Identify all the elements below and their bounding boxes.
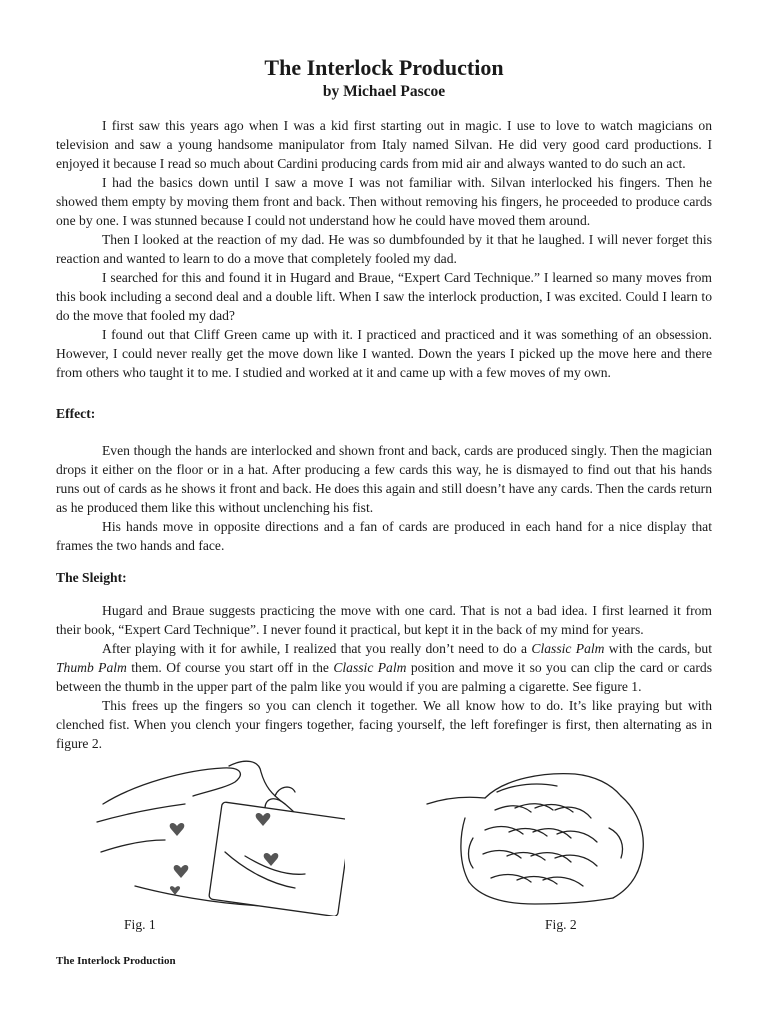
- paragraph: Even though the hands are interlocked and shown front and back, cards are produced singly. Then the magician drops it either on the floor or in a hat. After producing a few cards this way, he is dismayed to find out that his hands runs out of cards as he shows it front and back. He does this again and still doesn’t have any cards. Then the cards return as he produced them like this without unclenching his fist.: [56, 443, 712, 515]
- paragraph: I had the basics down until I saw a move I was not familiar with. Silvan interlocked his fingers. Then he showed them empty by moving them front and back. Then without removing his fingers, he proceeded to produce cards one by one. I was stunned because I could not understand how he could have moved them around.: [56, 175, 712, 228]
- figure-1-hand-card-illustration: [95, 756, 345, 916]
- paragraph: His hands move in opposite directions and a fan of cards are produced in each hand for a nice display that frames the two hands and face.: [56, 519, 712, 553]
- intro-section: [56, 116, 712, 382]
- paragraph: This frees up the fingers so you can clench it together. We all know how to do. It’s like praying but with clenched fist. When you clench your fingers together, facing yourself, the left forefinger is first, then alternating as in figure 2.: [56, 698, 712, 751]
- author-byline: by Michael Pascoe: [322, 83, 446, 100]
- sleight-heading: The Sleight:: [56, 570, 127, 585]
- page-title: The Interlock Production: [264, 55, 504, 80]
- paragraph: I first saw this years ago when I was a kid first starting out in magic. I use to love to watch magicians on television and saw a young handsome manipulator from Italy named Silvan. He did very good card productions. I enjoyed it because I read so much about Cardini producing cards from mid air and always wanted to do such an act.: [56, 118, 712, 171]
- figure-1-caption: Fig. 1: [124, 917, 156, 932]
- sleight-section: [56, 601, 712, 753]
- paragraph: I found out that Cliff Green came up with it. I practiced and practiced and it was something of an obsession. However, I could never really get the move down like I wanted. Down the years I picked up the move here and there from others who taught it to me. I studied and worked at it and came up with a few moves of my own.: [56, 327, 712, 380]
- paragraph: I searched for this and found it in Hugard and Braue, “Expert Card Technique.” I learned so many moves from this book including a second deal and a double lift. When I saw the interlock production, I was excited. Could I learn to do the move that fooled my dad?: [56, 270, 712, 323]
- page-footer: The Interlock Production: [56, 955, 176, 967]
- paragraph: Hugard and Braue suggests practicing the move with one card. That is not a bad idea. I first learned it from their book, “Expert Card Technique”. I never found it practical, but kept it in the back of my mind for years.: [56, 603, 712, 637]
- effect-heading: Effect:: [56, 406, 96, 421]
- paragraph: After playing with it for awhile, I realized that you really don’t need to do a Classic Palm with the cards, but Thumb Palm them. Of course you start off in the Classic Palm position and move it so you can clip the card or cards between the thumb in the upper part of the palm like you would if you are palming a cigarette. See figure 1.: [56, 641, 713, 694]
- paragraph: Then I looked at the reaction of my dad. He was so dumbfounded by it that he laughed. I will never forget this reaction and wanted to learn to do a move that completely fooled my dad.: [56, 232, 712, 266]
- figure-2-caption: Fig. 2: [545, 917, 577, 932]
- effect-section: [56, 441, 712, 555]
- figure-2-interlocked-hands-illustration: [425, 768, 655, 908]
